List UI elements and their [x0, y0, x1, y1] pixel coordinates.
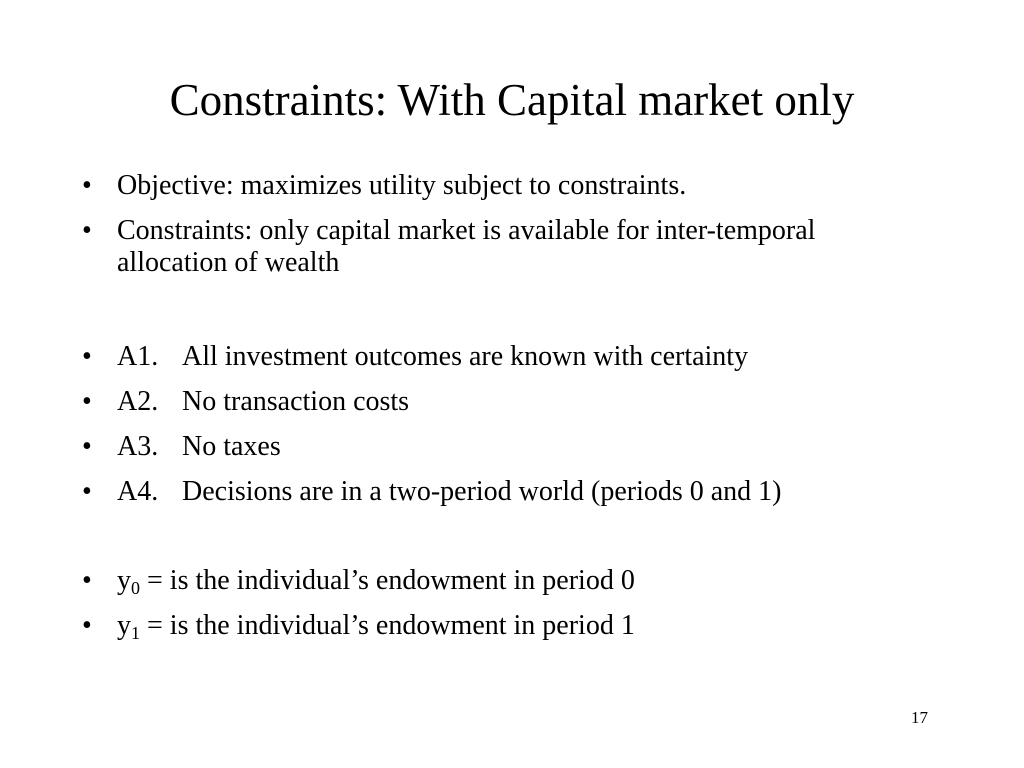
bullet-icon: •: [82, 565, 92, 596]
variable-symbol: y: [117, 565, 131, 596]
bullet-icon: •: [82, 431, 92, 462]
variable-symbol: y: [117, 610, 131, 641]
definition-text: = is the individual’s endowment in period 1: [147, 610, 635, 641]
list-item: [82, 610, 882, 642]
list-item: [82, 170, 882, 202]
assumption-text: No taxes: [182, 431, 281, 462]
slide-title: Constraints: With Capital market only: [169, 75, 855, 125]
assumption-code: A2.: [117, 386, 159, 417]
definition-text: = is the individual’s endowment in period 0: [147, 565, 635, 596]
list-item: [82, 565, 882, 597]
assumption-text: All investment outcomes are known with certainty: [182, 341, 749, 372]
bullet-icon: •: [82, 170, 92, 201]
page-number: 17: [911, 708, 928, 727]
variable-subscript: 1: [131, 623, 140, 643]
objective-text: Objective: maximizes utility subject to constraints.: [117, 170, 687, 201]
list-item: [82, 341, 882, 373]
bullet-icon: •: [82, 341, 92, 372]
assumption-code: A4.: [117, 476, 159, 507]
assumption-text: No transaction costs: [182, 386, 410, 417]
list-item: [82, 476, 882, 508]
bullet-icon: •: [82, 215, 92, 246]
bullet-icon: •: [82, 610, 92, 641]
bullet-icon: •: [82, 386, 92, 417]
definitions-list: [82, 565, 882, 655]
list-item: [82, 386, 882, 418]
assumption-code: A3.: [117, 431, 159, 462]
assumptions-list: [82, 341, 882, 521]
objectives-list: [82, 170, 882, 292]
assumption-text: Decisions are in a two-period world (periods 0 and 1): [182, 476, 782, 507]
list-item: [82, 215, 882, 279]
constraint-text: Constraints: only capital market is available for inter-temporal allocation of wealth: [117, 215, 816, 278]
list-item: [82, 431, 882, 463]
bullet-icon: •: [82, 476, 92, 507]
assumption-code: A1.: [117, 341, 159, 372]
variable-subscript: 0: [131, 578, 140, 598]
